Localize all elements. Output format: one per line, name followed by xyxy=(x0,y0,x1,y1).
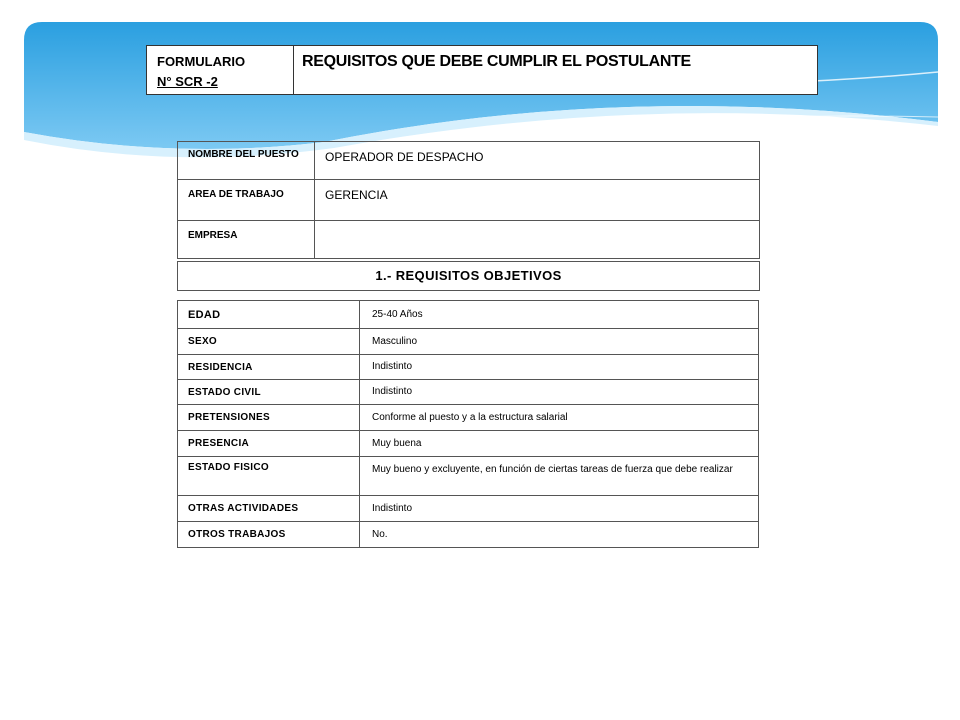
job-label: NOMBRE DEL PUESTO xyxy=(178,142,315,180)
table-row xyxy=(178,180,760,221)
table-row xyxy=(178,457,759,496)
requirement-label: ESTADO CIVIL xyxy=(178,380,360,405)
job-label: AREA DE TRABAJO xyxy=(178,180,315,221)
requirement-label: SEXO xyxy=(178,329,360,355)
requirement-label: OTRAS ACTIVIDADES xyxy=(178,496,360,522)
form-id-cell xyxy=(147,46,294,95)
form-header-table xyxy=(146,45,818,95)
table-row xyxy=(178,431,759,457)
section-title: 1.- REQUISITOS OBJETIVOS xyxy=(177,261,760,291)
form-number: N° SCR -2 xyxy=(157,74,218,89)
table-row xyxy=(178,301,759,329)
table-row xyxy=(178,329,759,355)
form-title: REQUISITOS QUE DEBE CUMPLIR EL POSTULANTE xyxy=(294,46,818,95)
requirement-label: OTROS TRABAJOS xyxy=(178,522,360,548)
job-value xyxy=(315,221,760,259)
table-row xyxy=(178,380,759,405)
requirement-label: ESTADO FISICO xyxy=(178,457,360,496)
requirement-value: Muy buena xyxy=(360,431,759,457)
job-info-table xyxy=(177,141,760,259)
table-row xyxy=(178,142,760,180)
requirement-value: Conforme al puesto y a la estructura salarial xyxy=(360,405,759,431)
requirement-label: PRESENCIA xyxy=(178,431,360,457)
requirement-value: Indistinto xyxy=(360,380,759,405)
table-row xyxy=(178,355,759,380)
requirement-value: No. xyxy=(360,522,759,548)
requirement-value: Indistinto xyxy=(360,496,759,522)
table-row xyxy=(178,405,759,431)
requirement-label: PRETENSIONES xyxy=(178,405,360,431)
job-value: GERENCIA xyxy=(315,180,760,221)
table-row xyxy=(178,221,760,259)
requirement-value: Indistinto xyxy=(360,355,759,380)
table-row xyxy=(178,522,759,548)
requirement-value: 25-40 Años xyxy=(360,301,759,329)
requirement-label: EDAD xyxy=(178,301,360,329)
table-row xyxy=(178,496,759,522)
form-label: FORMULARIO xyxy=(157,54,246,69)
requirement-value: Muy bueno y excluyente, en función de ciertas tareas de fuerza que debe realizar xyxy=(360,457,759,496)
requirement-label: RESIDENCIA xyxy=(178,355,360,380)
job-value: OPERADOR DE DESPACHO xyxy=(315,142,760,180)
job-label: EMPRESA xyxy=(178,221,315,259)
requirement-value: Masculino xyxy=(360,329,759,355)
requirements-table xyxy=(177,300,759,548)
